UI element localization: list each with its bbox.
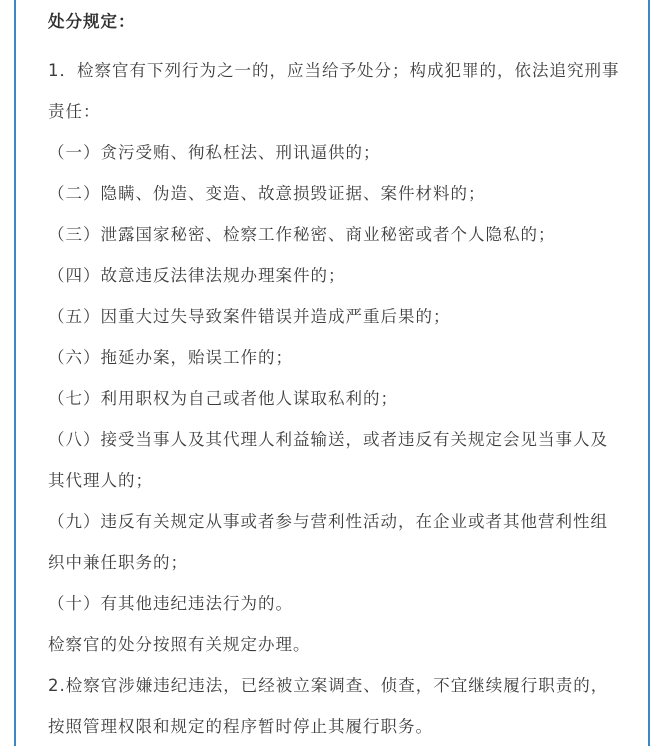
paragraph-item-8: （八）接受当事人及其代理人利益输送，或者违反有关规定会见当事人及其代理人的； xyxy=(48,430,608,490)
paragraph-item-1: （一）贪污受贿、徇私枉法、刑讯逼供的； xyxy=(48,143,381,162)
paragraph-handling-note: 检察官的处分按照有关规定办理。 xyxy=(48,635,311,654)
article-body xyxy=(48,0,622,747)
paragraph-item-10: （十）有其他违纪违法行为的。 xyxy=(48,594,293,613)
paragraph-item-6: （六）拖延办案，贻误工作的； xyxy=(48,348,293,367)
paragraph-rule-1: 1．检察官有下列行为之一的，应当给予处分；构成犯罪的，依法追究刑事责任： xyxy=(48,61,620,121)
paragraph-item-7: （七）利用职权为自己或者他人谋取私利的； xyxy=(48,389,398,408)
paragraph-item-9: （九）违反有关规定从事或者参与营利性活动，在企业或者其他营利性组织中兼任职务的； xyxy=(48,512,608,572)
section-heading: 处分规定： xyxy=(48,12,136,31)
paragraph-item-2: （二）隐瞒、伪造、变造、故意损毁证据、案件材料的； xyxy=(48,184,486,203)
paragraph-item-3: （三）泄露国家秘密、检察工作秘密、商业秘密或者个人隐私的； xyxy=(48,225,556,244)
paragraph-item-5: （五）因重大过失导致案件错误并造成严重后果的； xyxy=(48,307,451,326)
paragraph-item-4: （四）故意违反法律法规办理案件的； xyxy=(48,266,346,285)
paragraph-rule-2: 2.检察官涉嫌违纪违法，已经被立案调查、侦查，不宜继续履行职责的，按照管理权限和规定的程序暂时停止其履行职务。 xyxy=(48,676,609,736)
